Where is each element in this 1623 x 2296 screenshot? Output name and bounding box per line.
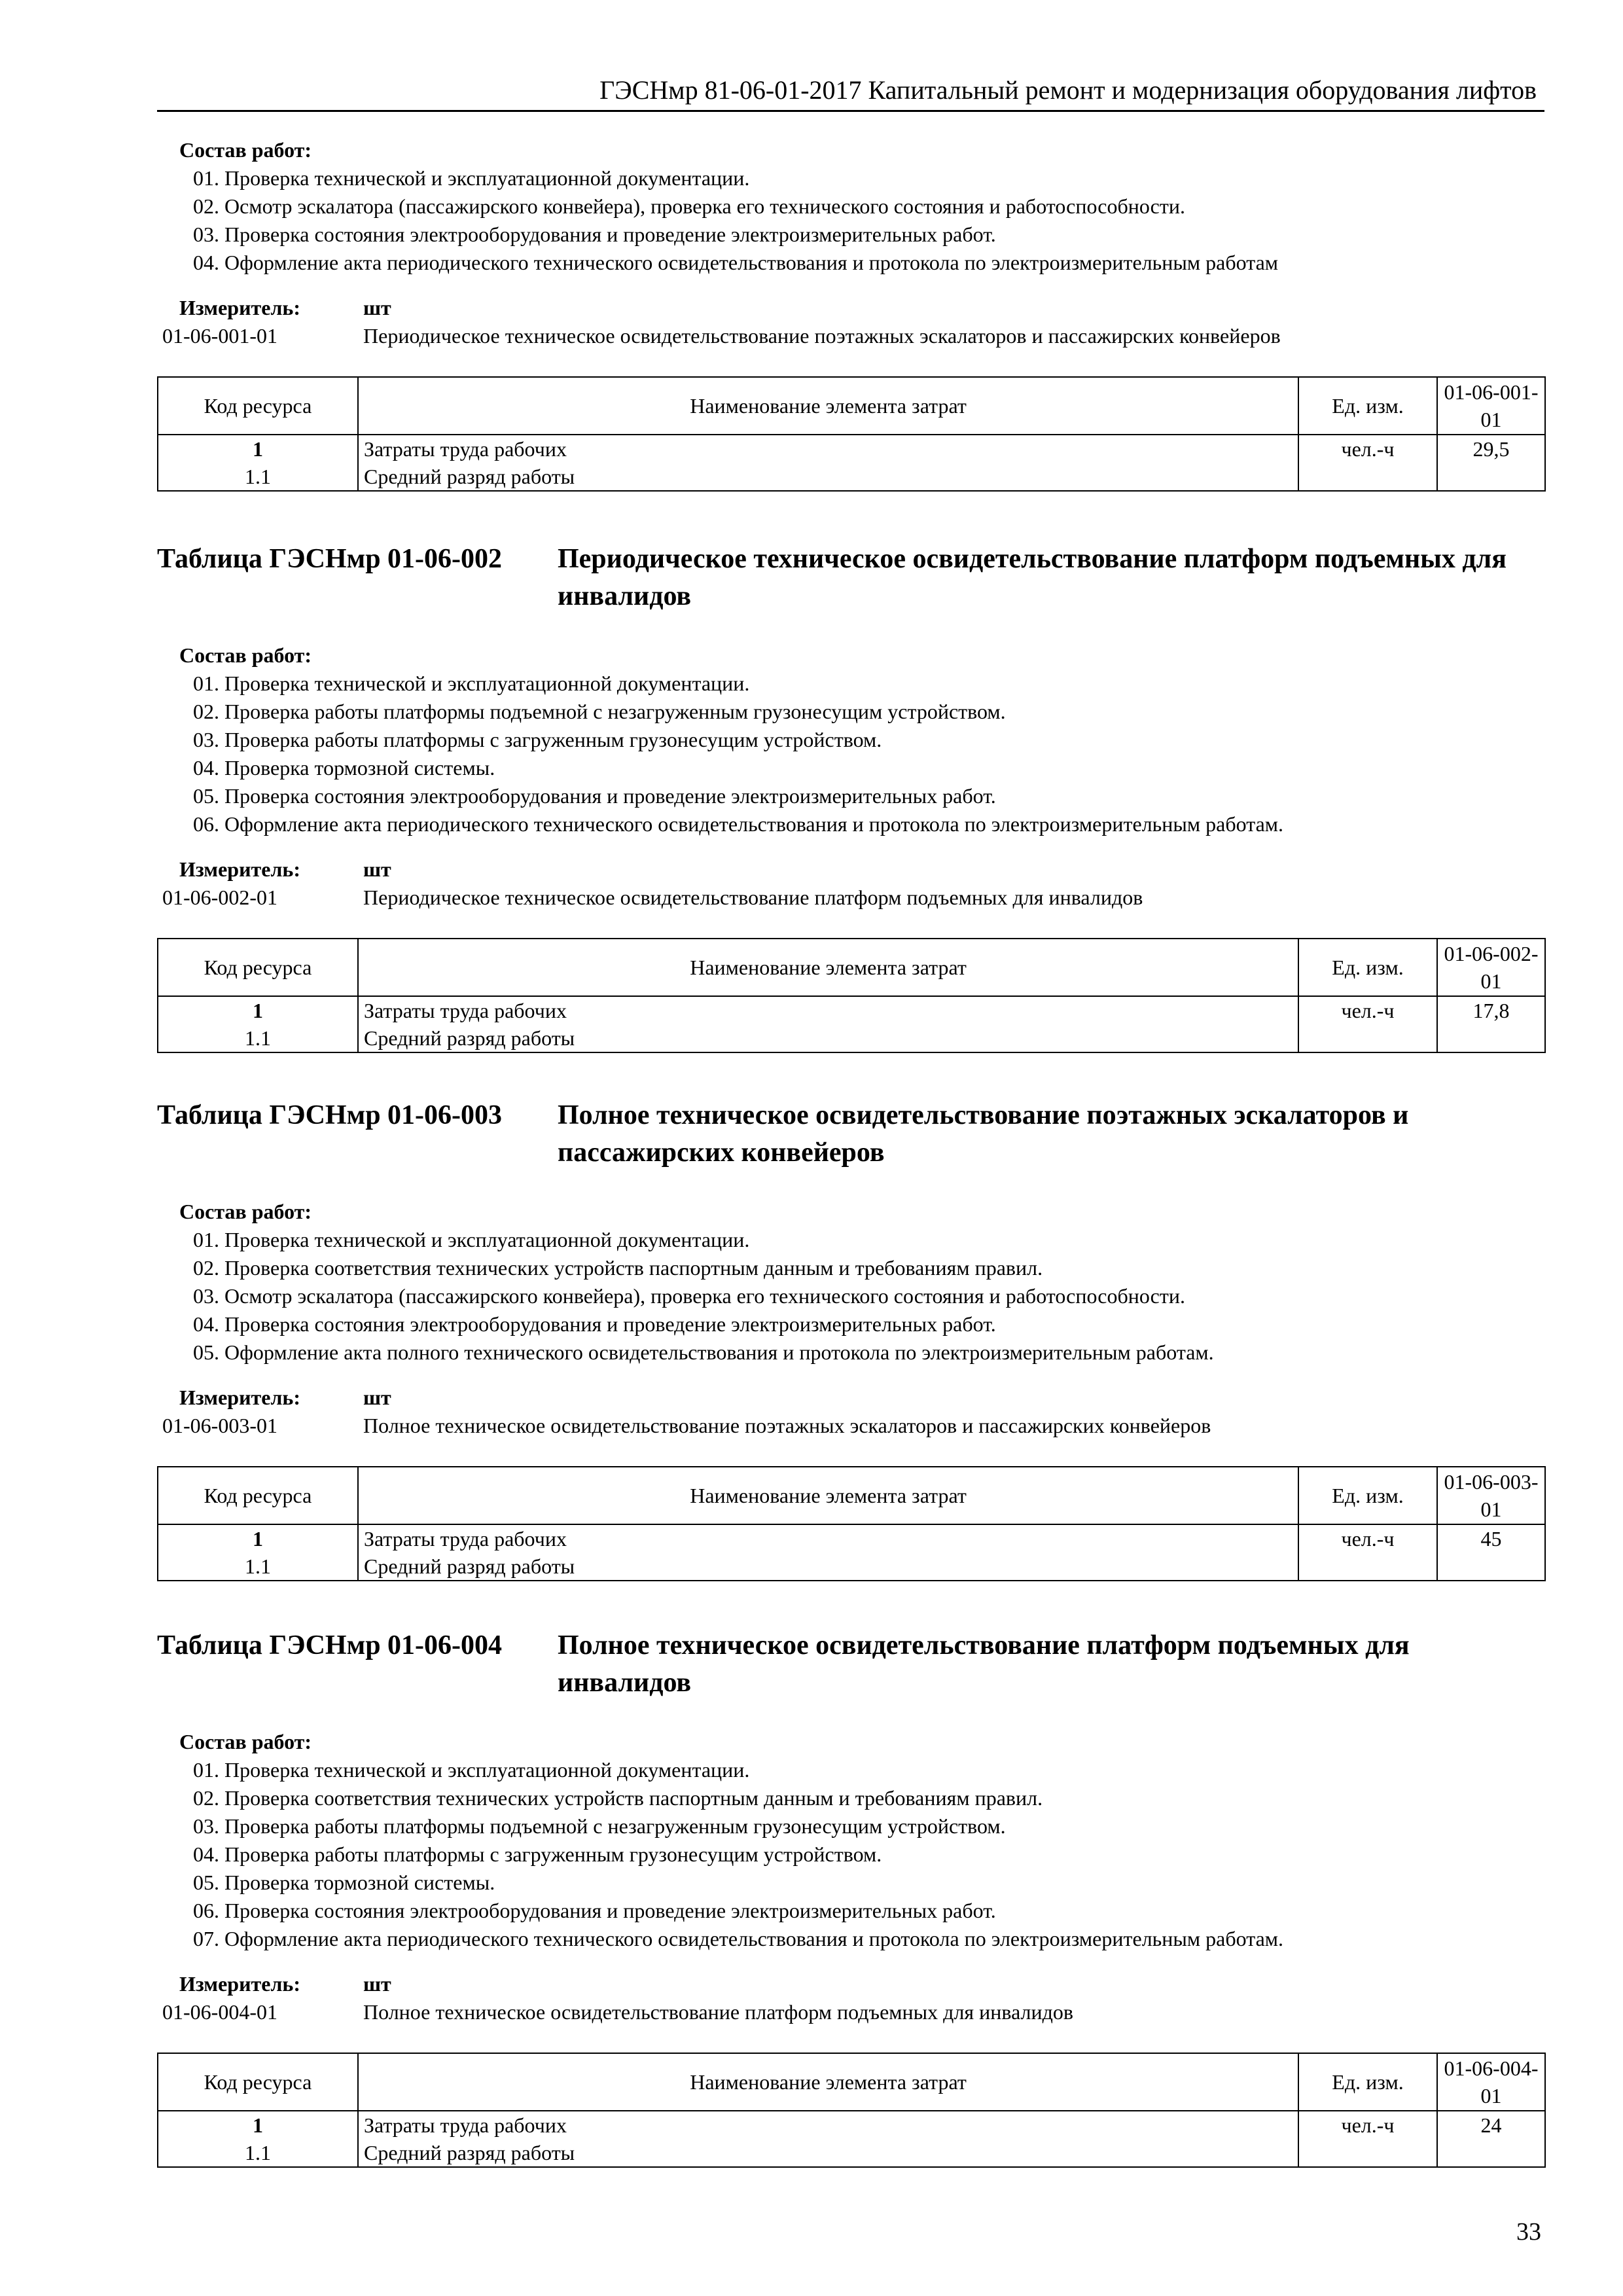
measure-block [157, 1970, 1544, 2026]
norm-row [157, 1412, 1544, 1440]
work-composition-heading: Состав работ: [179, 138, 312, 162]
norm-name: Полное техническое освидетельствование поэтажных эскалаторов и пассажирских конвейеров [363, 1414, 1211, 1437]
norm-code: 01-06-002-01 [162, 886, 277, 909]
work-item: 07. Оформление акта периодического технического освидетельствования и протокола по электроизмерительным работам. [193, 1927, 1284, 1950]
table-header-row [158, 2053, 1545, 2111]
work-composition [157, 641, 1544, 838]
row-code: 1 [158, 435, 358, 463]
norm-section [157, 541, 1544, 1053]
norm-row [157, 1998, 1544, 2026]
row-name: Средний разряд работы [358, 1024, 1298, 1052]
work-item: 05. Проверка состояния электрооборудования и проведение электроизмерительных работ. [193, 784, 996, 808]
table-title [157, 1097, 1544, 1172]
row-value [1437, 1552, 1545, 1581]
work-item: 03. Проверка работы платформы с загруженным грузонесущим устройством. [193, 728, 882, 751]
measure-label: Измеритель: [179, 1972, 300, 1996]
table-row [158, 1552, 1545, 1581]
work-item: 04. Оформление акта периодического технического освидетельствования и протокола по электроизмерительным работам [193, 251, 1279, 274]
col-name-header: Наименование элемента затрат [358, 2053, 1298, 2111]
row-code: 1.1 [158, 1024, 358, 1052]
work-item: 02. Проверка соответствия технических устройств паспортным данным и требованиям правил. [193, 1786, 1043, 1810]
norm-name: Полное техническое освидетельствование платформ подъемных для инвалидов [363, 2000, 1074, 2024]
running-header-title: ГЭСНмр 81-06-01-2017 Капитальный ремонт и модернизация оборудования лифтов [599, 75, 1537, 105]
measure-label: Измеритель: [179, 857, 300, 881]
row-name: Затраты труда рабочих [358, 996, 1298, 1024]
table-row [158, 996, 1545, 1024]
work-item: 03. Осмотр эскалатора (пассажирского конвейера), проверка его технического состояния и работоспособности. [193, 1284, 1185, 1308]
measure-unit-row [157, 855, 1544, 884]
table-row [158, 463, 1545, 491]
row-value [1437, 1024, 1545, 1052]
measure-block [157, 294, 1544, 350]
col-unit-header: Ед. изм. [1298, 2053, 1437, 2111]
table-row [158, 2111, 1545, 2139]
measure-unit: шт [363, 857, 391, 881]
row-code: 1 [158, 1524, 358, 1552]
col-code-header: Код ресурса [158, 939, 358, 996]
row-value: 17,8 [1437, 996, 1545, 1024]
table-title-name: Периодическое техническое освидетельствование платформ подъемных для инвалидов [558, 544, 1507, 611]
table-title-name: Полное техническое освидетельствование поэтажных эскалаторов и пассажирских конвейеров [558, 1100, 1409, 1168]
row-name: Средний разряд работы [358, 1552, 1298, 1581]
col-unit-header: Ед. изм. [1298, 1467, 1437, 1524]
table-header-row [158, 377, 1545, 435]
table-title [157, 541, 1544, 615]
row-unit: чел.-ч [1298, 1524, 1437, 1552]
norm-section [157, 1627, 1544, 2168]
row-code: 1.1 [158, 1552, 358, 1581]
col-value-header: 01-06-004-01 [1437, 2053, 1545, 2111]
measure-label: Измеритель: [179, 1386, 300, 1409]
norm-code: 01-06-003-01 [162, 1414, 277, 1437]
row-unit [1298, 463, 1437, 491]
col-unit-header: Ед. изм. [1298, 939, 1437, 996]
work-item: 01. Проверка технической и эксплуатационной документации. [193, 672, 750, 695]
work-item: 04. Проверка работы платформы с загруженным грузонесущим устройством. [193, 1842, 882, 1866]
resource-table [157, 2053, 1546, 2168]
row-value [1437, 2139, 1545, 2167]
work-composition-heading: Состав работ: [179, 643, 312, 667]
col-name-header: Наименование элемента затрат [358, 1467, 1298, 1524]
work-item: 03. Проверка состояния электрооборудования и проведение электроизмерительных работ. [193, 223, 996, 246]
col-name-header: Наименование элемента затрат [358, 377, 1298, 435]
col-code-header: Код ресурса [158, 377, 358, 435]
work-item: 01. Проверка технической и эксплуатационной документации. [193, 1758, 750, 1782]
table-header-row [158, 939, 1545, 996]
table-header-row [158, 1467, 1545, 1524]
norm-code: 01-06-001-01 [162, 324, 277, 348]
norm-name: Периодическое техническое освидетельствование поэтажных эскалаторов и пассажирских конвейеров [363, 324, 1281, 348]
measure-unit-row [157, 1970, 1544, 1998]
work-item: 04. Проверка тормозной системы. [193, 756, 495, 780]
measure-block [157, 1384, 1544, 1440]
measure-block [157, 855, 1544, 912]
col-value-header: 01-06-002-01 [1437, 939, 1545, 996]
table-row [158, 435, 1545, 463]
running-header [157, 71, 1544, 112]
table-title-code: Таблица ГЭСНмр 01-06-002 [157, 544, 503, 574]
norm-section [157, 136, 1544, 492]
work-composition [157, 136, 1544, 277]
resource-table [157, 1466, 1546, 1581]
work-item: 02. Проверка соответствия технических устройств паспортным данным и требованиям правил. [193, 1256, 1043, 1280]
work-item: 06. Проверка состояния электрооборудования и проведение электроизмерительных работ. [193, 1899, 996, 1922]
measure-label: Измеритель: [179, 296, 300, 319]
row-name: Средний разряд работы [358, 2139, 1298, 2167]
row-unit: чел.-ч [1298, 996, 1437, 1024]
table-title-name: Полное техническое освидетельствование платформ подъемных для инвалидов [558, 1630, 1410, 1698]
work-composition-heading: Состав работ: [179, 1200, 312, 1223]
row-code: 1.1 [158, 463, 358, 491]
col-unit-header: Ед. изм. [1298, 377, 1437, 435]
row-value: 29,5 [1437, 435, 1545, 463]
work-composition [157, 1198, 1544, 1367]
measure-unit-row [157, 294, 1544, 322]
page-number: 33 [1516, 2218, 1541, 2246]
row-name: Затраты труда рабочих [358, 435, 1298, 463]
work-item: 01. Проверка технической и эксплуатационной документации. [193, 1228, 750, 1251]
row-value: 24 [1437, 2111, 1545, 2139]
norm-section [157, 1097, 1544, 1581]
row-unit [1298, 1552, 1437, 1581]
resource-table [157, 938, 1546, 1053]
row-code: 1 [158, 996, 358, 1024]
row-unit: чел.-ч [1298, 2111, 1437, 2139]
row-code: 1 [158, 2111, 358, 2139]
table-title [157, 1627, 1544, 1702]
col-code-header: Код ресурса [158, 1467, 358, 1524]
work-item: 02. Осмотр эскалатора (пассажирского конвейера), проверка его технического состояния и работоспособности. [193, 194, 1185, 218]
row-value: 45 [1437, 1524, 1545, 1552]
measure-unit: шт [363, 296, 391, 319]
work-item: 01. Проверка технической и эксплуатационной документации. [193, 166, 750, 190]
work-composition-heading: Состав работ: [179, 1730, 312, 1753]
work-item: 04. Проверка состояния электрооборудования и проведение электроизмерительных работ. [193, 1312, 996, 1336]
norm-code: 01-06-004-01 [162, 2000, 277, 2024]
row-value [1437, 463, 1545, 491]
row-code: 1.1 [158, 2139, 358, 2167]
norm-name: Периодическое техническое освидетельствование платформ подъемных для инвалидов [363, 886, 1143, 909]
table-title-code: Таблица ГЭСНмр 01-06-003 [157, 1100, 503, 1130]
measure-unit-row [157, 1384, 1544, 1412]
work-item: 05. Оформление акта полного технического освидетельствования и протокола по электроизмерительным работам. [193, 1340, 1214, 1364]
work-item: 03. Проверка работы платформы подъемной с незагруженным грузонесущим устройством. [193, 1814, 1006, 1838]
norm-row [157, 322, 1544, 350]
row-name: Средний разряд работы [358, 463, 1298, 491]
table-row [158, 1524, 1545, 1552]
col-value-header: 01-06-003-01 [1437, 1467, 1545, 1524]
col-value-header: 01-06-001-01 [1437, 377, 1545, 435]
row-unit: чел.-ч [1298, 435, 1437, 463]
row-name: Затраты труда рабочих [358, 1524, 1298, 1552]
norm-row [157, 884, 1544, 912]
col-code-header: Код ресурса [158, 2053, 358, 2111]
table-row [158, 2139, 1545, 2167]
row-name: Затраты труда рабочих [358, 2111, 1298, 2139]
work-item: 06. Оформление акта периодического технического освидетельствования и протокола по электроизмерительным работам. [193, 812, 1284, 836]
table-title-code: Таблица ГЭСНмр 01-06-004 [157, 1630, 503, 1660]
measure-unit: шт [363, 1386, 391, 1409]
row-unit [1298, 1024, 1437, 1052]
resource-table [157, 376, 1546, 492]
table-row [158, 1024, 1545, 1052]
work-item: 02. Проверка работы платформы подъемной с незагруженным грузонесущим устройством. [193, 700, 1006, 723]
work-item: 05. Проверка тормозной системы. [193, 1871, 495, 1894]
col-name-header: Наименование элемента затрат [358, 939, 1298, 996]
row-unit [1298, 2139, 1437, 2167]
work-composition [157, 1728, 1544, 1953]
measure-unit: шт [363, 1972, 391, 1996]
